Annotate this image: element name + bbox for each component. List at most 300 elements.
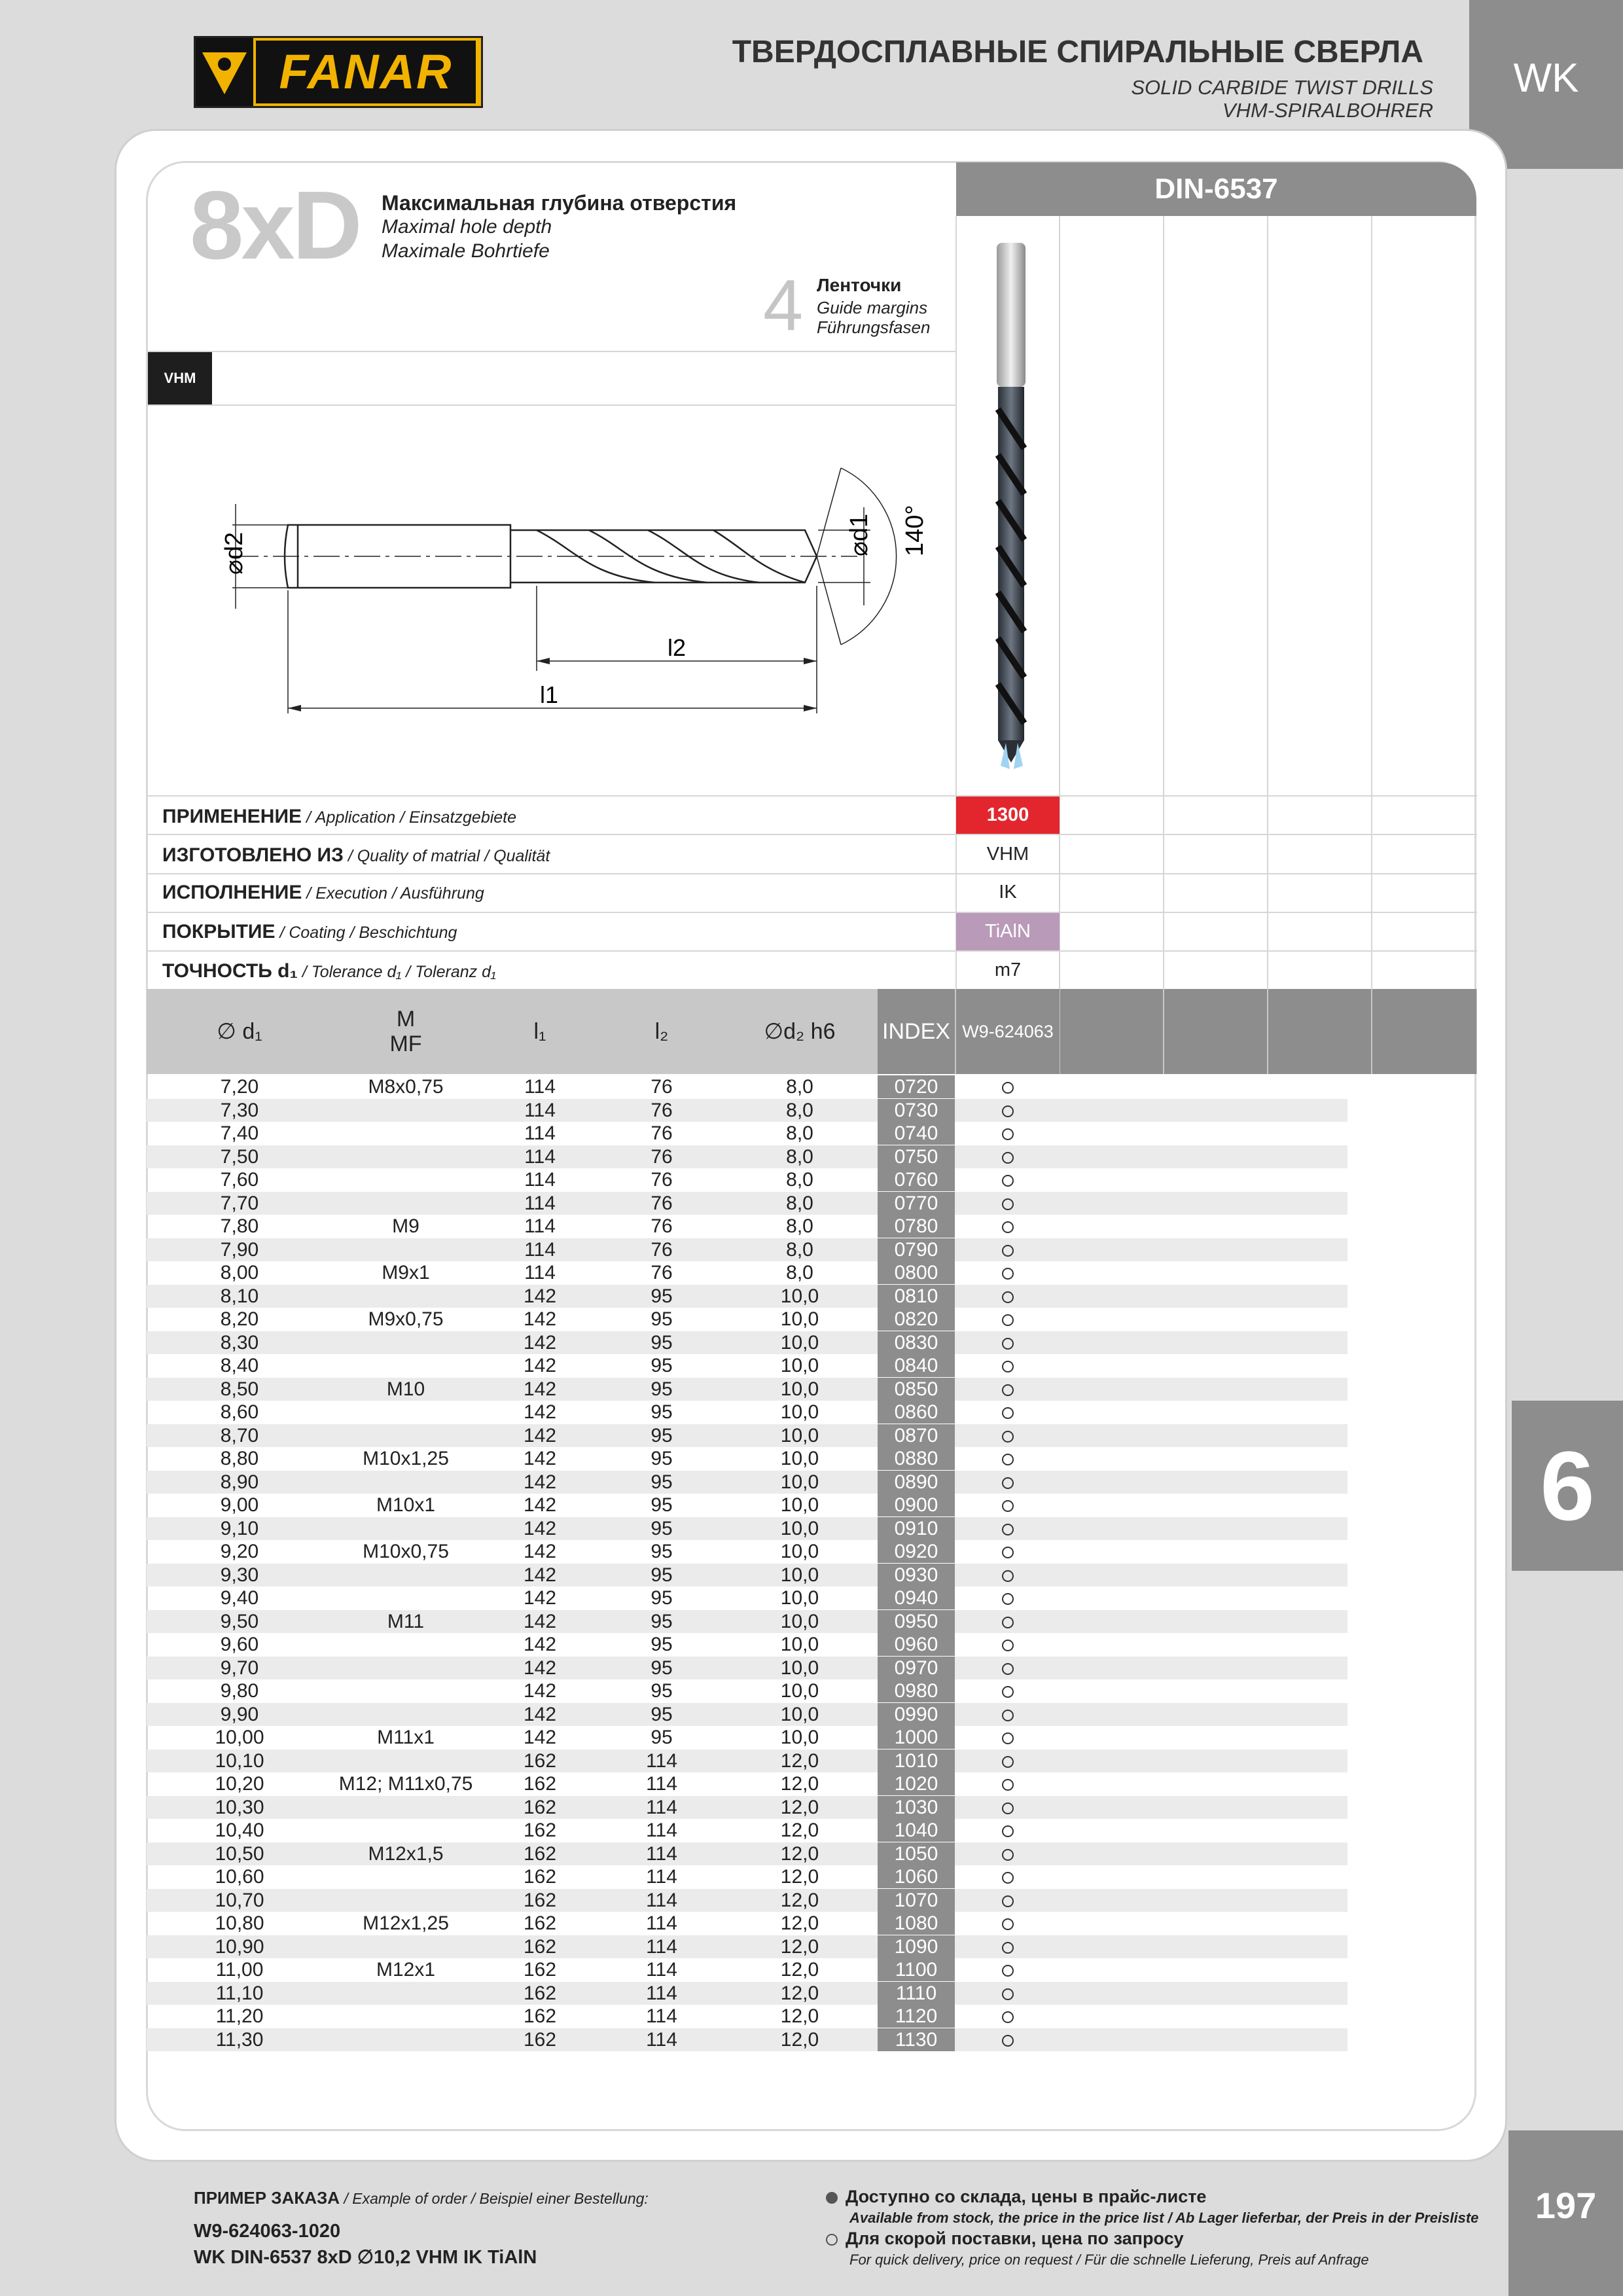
cell-thread [332,1889,479,1912]
availability-cell [956,1842,1060,1865]
cell-d1: 7,40 [220,1122,259,1144]
cell-d2: 12,0 [780,1866,819,1888]
cell-l1: 114 [524,1238,556,1261]
cell-d1: 10,90 [215,1935,264,1958]
page-title-ru: ТВЕРДОСПЛАВНЫЕ СПИРАЛЬНЫЕ СВЕРЛА [732,35,1423,69]
cell-d2: 10,0 [780,1494,819,1516]
availability-cell [956,1540,1060,1563]
open-circle-icon [1002,1431,1014,1443]
table-row [147,1935,1347,1958]
prop-execution-label: ИСПОЛНЕНИЕ / Execution / Ausführung [162,882,484,903]
cell-thread [332,1865,479,1888]
table-row [147,1517,1347,1540]
prop-quality-value: VHM [986,844,1029,865]
cell-l2: 76 [651,1076,673,1098]
cell-l1: 114 [524,1122,556,1144]
cell-d1: 10,40 [215,1820,264,1841]
cell-l1: 142 [523,1355,557,1376]
cell-index: 1110 [878,1982,955,2005]
cell-thread: M9x0,75 [368,1308,444,1330]
availability-cell [956,1075,1060,1098]
cell-l2: 95 [651,1424,673,1446]
cell-thread: M12; M11x0,75 [338,1773,473,1795]
open-circle-icon [1002,1338,1014,1350]
cell-thread [332,1819,479,1842]
availability-cell [956,1215,1060,1238]
cell-d2: 10,0 [780,1308,819,1330]
cell-d2: 8,0 [786,1169,813,1191]
dim-d2-label: ⌀d2 [221,531,248,575]
cell-l1: 142 [523,1541,557,1562]
availability-cell [956,1447,1060,1470]
open-circle-icon [1002,1640,1014,1651]
cell-d2: 10,0 [780,1634,819,1655]
cell-l1: 142 [523,1448,557,1469]
cell-l1: 142 [523,1564,557,1586]
table-row [147,1494,1347,1516]
open-circle-icon [1002,1221,1014,1233]
cell-index: 0900 [878,1494,955,1516]
cell-index: 1130 [878,2028,955,2051]
divider [147,873,1477,874]
cell-index: 0840 [878,1354,955,1377]
cell-index: 1060 [878,1865,955,1888]
depth-label-ru: Максимальная глубина отверстия [382,191,737,215]
cell-d1: 8,80 [220,1448,259,1469]
availability-cell [956,2005,1060,2028]
open-circle-icon [1002,1803,1014,1814]
availability-cell [956,1308,1060,1331]
cell-d1: 10,80 [215,1912,264,1934]
table-row [147,1982,1347,2005]
open-circle-icon [1002,1988,1014,2000]
cell-thread: M8x0,75 [368,1076,444,1098]
legend-quick-sub: For quick delivery, price on request / Für die schnelle Lieferung, Preis auf Anfrage [849,2251,1369,2268]
cell-l2: 76 [651,1099,673,1121]
cell-d2: 10,0 [780,1587,819,1609]
cell-l2: 114 [646,1889,677,1911]
availability-cell [956,1261,1060,1284]
availability-cell [956,1679,1060,1702]
logo-text: FANAR [256,41,476,103]
cell-d1: 7,60 [220,1169,259,1191]
cell-l1: 162 [523,2028,557,2051]
cell-d2: 10,0 [780,1331,819,1354]
open-circle-icon [1002,1663,1014,1675]
cell-index: 0850 [878,1378,955,1401]
cell-l1: 142 [523,1657,557,1679]
col-empty [1060,989,1163,1074]
guide-label-en: Guide margins [817,298,928,317]
cell-d2: 12,0 [780,1912,819,1934]
col-l1: l₁ [533,1018,546,1044]
cell-index: 1020 [878,1772,955,1795]
cell-d1: 9,80 [220,1680,259,1702]
table-row [147,1145,1347,1168]
open-circle-icon [1002,1732,1014,1744]
cell-d1: 8,20 [220,1308,259,1330]
filled-circle-icon [826,2192,838,2204]
availability-cell [956,1935,1060,1958]
legend-stock-sub: Available from stock, the price in the price list / Ab Lager lieferbar, der Preis in der Preisliste [849,2210,1479,2226]
cell-index: 0920 [878,1540,955,1563]
cell-l1: 142 [523,1610,557,1632]
cell-index: 1040 [878,1819,955,1842]
cell-d1: 8,00 [220,1262,259,1283]
cell-thread [332,1192,479,1215]
cell-d1: 10,20 [215,1773,264,1795]
cell-l2: 95 [651,1355,673,1376]
cell-thread [332,1285,479,1308]
dim-l1-label: l1 [540,681,559,708]
open-circle-icon [1002,1407,1014,1419]
open-circle-icon [1002,1849,1014,1861]
cell-d2: 12,0 [780,1773,819,1795]
open-circle-icon [1002,2011,1014,2023]
col-d1: ∅ d₁ [217,1019,262,1044]
cell-l2: 95 [651,1541,673,1562]
cell-d1: 11,30 [215,2028,264,2051]
cell-d1: 11,10 [215,1982,264,2004]
cell-l2: 114 [646,1820,677,1841]
cell-d1: 10,50 [215,1842,264,1865]
table-row [147,1865,1347,1888]
drill-drawing [196,445,949,720]
cell-l1: 114 [524,1099,556,1121]
cell-index: 0950 [878,1610,955,1633]
cell-l2: 114 [646,1773,677,1795]
cell-l2: 114 [646,1796,677,1818]
cell-thread [332,1145,479,1168]
depth-factor: 8xD [190,171,360,279]
cell-l2: 95 [651,1331,673,1354]
cell-l2: 114 [646,2028,677,2051]
divider [147,351,956,352]
cell-d1: 9,30 [220,1564,259,1586]
cell-index: 0910 [878,1517,955,1540]
cell-index: 0960 [878,1633,955,1656]
cell-index: 1120 [878,2005,955,2028]
cell-thread [332,1424,479,1447]
guide-label-de: Führungsfasen [817,317,931,337]
cell-l1: 142 [523,1517,557,1539]
open-circle-icon [826,2234,838,2246]
cell-d1: 10,60 [215,1866,264,1888]
open-circle-icon [1002,1245,1014,1257]
cell-thread [332,2028,479,2051]
divider [147,404,956,406]
fanar-logo [194,36,483,108]
cell-d2: 10,0 [780,1378,819,1400]
cell-d2: 10,0 [780,1541,819,1562]
table-row [147,1540,1347,1563]
cell-thread: M11x1 [377,1727,435,1748]
cell-d1: 8,70 [220,1424,259,1446]
open-circle-icon [1002,1500,1014,1512]
cell-l1: 114 [524,1076,556,1098]
cell-index: 0970 [878,1657,955,1679]
cell-thread: M9x1 [382,1262,430,1283]
availability-cell [956,1494,1060,1516]
open-circle-icon [1002,1105,1014,1117]
availability-cell [956,1378,1060,1401]
cell-l2: 114 [646,1912,677,1934]
depth-label-de: Maximale Bohrtiefe [382,240,550,262]
cell-d1: 8,50 [220,1378,259,1400]
table-row [147,1192,1347,1215]
cell-l1: 142 [523,1308,557,1330]
col-article: W9-624063 [956,989,1060,1074]
open-circle-icon [1002,1942,1014,1954]
prop-coating-label: ПОКРЫТИЕ / Coating / Beschichtung [162,921,457,942]
order-example-code: W9-624063-1020 [194,2221,341,2242]
cell-l1: 162 [523,1866,557,1888]
availability-cell [956,1564,1060,1587]
cell-index: 0750 [878,1145,955,1168]
prop-application-value: 1300 [956,797,1060,834]
cell-l2: 95 [651,1401,673,1423]
cell-index: 1090 [878,1935,955,1958]
cell-d1: 9,00 [220,1494,259,1516]
open-circle-icon [1002,1291,1014,1303]
cell-l2: 76 [651,1169,673,1191]
page-title-de: VHM-SPIRALBOHRER [1222,99,1433,122]
cell-index: 0930 [878,1564,955,1587]
prop-execution-value: IK [999,882,1017,903]
cell-thread [332,1238,479,1261]
cell-d2: 10,0 [780,1727,819,1748]
cell-d1: 8,30 [220,1331,259,1354]
table-row [147,1657,1347,1679]
table-row [147,1471,1347,1494]
cell-index: 0830 [878,1331,955,1354]
cell-thread [332,1982,479,2005]
cell-d1: 7,30 [220,1099,259,1121]
open-circle-icon [1002,1175,1014,1187]
table-row [147,1564,1347,1587]
cell-l2: 95 [651,1517,673,1539]
availability-cell [956,1285,1060,1308]
availability-cell [956,1865,1060,1888]
cell-thread [332,1517,479,1540]
cell-d2: 10,0 [780,1285,819,1307]
col-thread [332,989,479,1074]
cell-thread [332,1122,479,1145]
dim-l2-label: l2 [668,634,687,661]
availability-cell [956,1471,1060,1494]
cell-d2: 8,0 [786,1076,813,1098]
cell-index: 0720 [878,1075,955,1098]
col-d2: ∅d₂ h6 [764,1019,836,1044]
col-index: INDEX [878,989,955,1074]
cell-thread: M11 [387,1610,425,1632]
cell-d2: 8,0 [786,1145,813,1168]
col-l2: l₂ [654,1018,669,1044]
prop-application-label: ПРИМЕНЕНИЕ / Application / Einsatzgebiete [162,806,517,827]
cell-thread [332,1168,479,1191]
cell-d2: 8,0 [786,1238,813,1261]
cell-thread: M12x1 [376,1959,436,1981]
cell-d1: 8,60 [220,1401,259,1423]
cell-index: 0980 [878,1679,955,1702]
open-circle-icon [1002,1128,1014,1140]
availability-cell [956,1145,1060,1168]
cell-d2: 10,0 [780,1680,819,1702]
cell-thread [332,1703,479,1726]
open-circle-icon [1002,1082,1014,1094]
cell-l1: 114 [524,1215,556,1237]
col-thread-mf: MF [389,1031,422,1056]
cell-index: 1000 [878,1726,955,1749]
table-row [147,1772,1347,1795]
cell-l1: 162 [523,1912,557,1934]
cell-l1: 142 [523,1331,557,1354]
prop-tolerance-value: m7 [994,960,1022,980]
open-circle-icon [1002,1547,1014,1558]
cell-l2: 76 [651,1122,673,1144]
cell-l1: 142 [523,1634,557,1655]
table-row [147,1679,1347,1702]
cell-index: 1030 [878,1796,955,1819]
cell-d1: 7,70 [220,1192,259,1214]
page-title-en: SOLID CARBIDE TWIST DRILLS [1131,76,1433,99]
cell-d2: 10,0 [780,1610,819,1632]
cell-d1: 7,50 [220,1145,259,1168]
cell-l1: 162 [523,1889,557,1911]
cell-d1: 8,10 [220,1285,259,1307]
cell-d1: 10,10 [215,1749,264,1772]
cell-index: 0880 [878,1447,955,1470]
availability-cell [956,1726,1060,1749]
cell-d2: 10,0 [780,1471,819,1493]
cell-l2: 76 [651,1238,673,1261]
table-row [147,1122,1347,1145]
cell-d2: 8,0 [786,1215,813,1237]
cell-thread [332,1401,479,1424]
open-circle-icon [1002,1524,1014,1535]
open-circle-icon [1002,1268,1014,1280]
availability-cell [956,1354,1060,1377]
cell-thread [332,1587,479,1609]
cell-d2: 12,0 [780,1842,819,1865]
guide-margin-count: 4 [763,265,804,346]
table-row [147,1610,1347,1633]
cell-l1: 142 [523,1401,557,1423]
open-circle-icon [1002,1198,1014,1210]
cell-thread [332,1099,479,1122]
cell-d2: 12,0 [780,1959,819,1981]
table-row [147,2005,1347,2028]
cell-thread [332,1471,479,1494]
cell-l1: 142 [523,1680,557,1702]
cell-l2: 114 [646,1959,677,1981]
cell-thread [332,1679,479,1702]
cell-l1: 142 [523,1703,557,1725]
guide-label-ru: Ленточки [817,275,902,295]
cell-l1: 114 [524,1262,556,1283]
cell-d2: 12,0 [780,1935,819,1958]
cell-l1: 162 [523,1935,557,1958]
dim-d1-label: ⌀d1 [846,513,873,556]
cell-thread: M9 [392,1215,419,1237]
order-example-desc: WK DIN-6537 8xD ∅10,2 VHM IK TiAlN [194,2247,537,2268]
prop-quality-label: ИЗГОТОВЛЕНО ИЗ / Quality of matrial / Qualität [162,844,550,866]
table-row [147,1261,1347,1284]
availability-cell [956,1982,1060,2005]
availability-cell [956,1772,1060,1795]
open-circle-icon [1002,1825,1014,1837]
dim-angle-label: 140° [901,505,929,556]
cell-l2: 76 [651,1262,673,1283]
section-tab: WK [1469,0,1623,169]
cell-d2: 10,0 [780,1564,819,1586]
availability-cell [956,1424,1060,1447]
table-row [147,1958,1347,1981]
availability-cell [956,2028,1060,2051]
cell-d1: 7,20 [220,1076,259,1098]
cell-l2: 114 [646,2005,677,2027]
open-circle-icon [1002,1477,1014,1489]
availability-cell [956,1331,1060,1354]
cell-d1: 7,90 [220,1238,259,1261]
table-row [147,1331,1347,1354]
cell-d2: 12,0 [780,1796,819,1818]
v-mark-icon [196,38,253,106]
cell-l2: 95 [651,1448,673,1469]
availability-cell [956,1122,1060,1145]
table-row [147,1749,1347,1772]
open-circle-icon [1002,1872,1014,1884]
cell-d2: 10,0 [780,1703,819,1725]
drill-photo [985,239,1037,789]
cell-d2: 10,0 [780,1401,819,1423]
chapter-tab: 6 [1512,1401,1623,1571]
table-row [147,1215,1347,1238]
cell-l2: 95 [651,1587,673,1609]
cell-d1: 9,60 [220,1634,259,1655]
cell-index: 0770 [878,1192,955,1215]
cell-d2: 10,0 [780,1355,819,1376]
cell-d1: 8,90 [220,1471,259,1493]
cell-l2: 114 [646,1749,677,1772]
availability-cell [956,1610,1060,1633]
open-circle-icon [1002,1361,1014,1372]
cell-d1: 9,20 [220,1541,259,1562]
cell-d1: 9,10 [220,1517,259,1539]
open-circle-icon [1002,1756,1014,1768]
cell-l1: 162 [523,1959,557,1981]
table-row [147,1285,1347,1308]
cell-d2: 8,0 [786,1192,813,1214]
availability-cell [956,1889,1060,1912]
open-circle-icon [1002,1686,1014,1698]
cell-thread: M10x1,25 [363,1448,449,1469]
cell-l1: 142 [523,1494,557,1516]
table-row [147,1587,1347,1609]
cell-thread [332,2005,479,2028]
availability-cell [956,1796,1060,1819]
table-row [147,1075,1347,1098]
cell-index: 0820 [878,1308,955,1331]
cell-thread [332,1935,479,1958]
cell-l2: 95 [651,1703,673,1725]
cell-l1: 142 [523,1378,557,1400]
cell-d2: 8,0 [786,1122,813,1144]
cell-l2: 76 [651,1215,673,1237]
cell-thread [332,1331,479,1354]
availability-cell [956,1912,1060,1935]
cell-l1: 162 [523,1820,557,1841]
